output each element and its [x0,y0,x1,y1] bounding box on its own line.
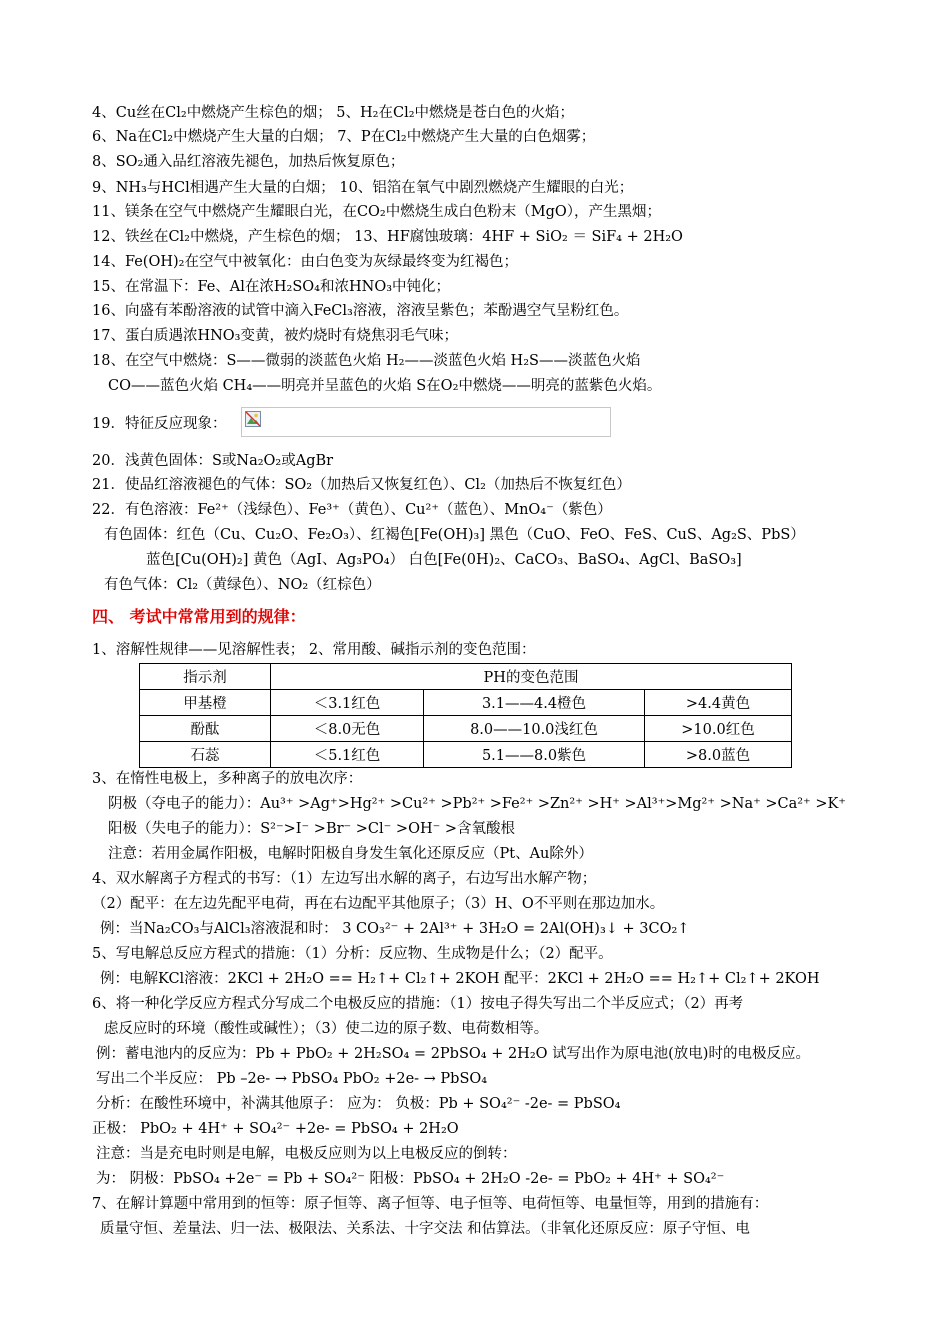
table-header-row [140,664,792,690]
text-line: 15、在常温下：Fe、Al在浓H₂SO₄和浓HNO₃中钝化； [92,279,451,295]
table-cell: 酚酞 [140,716,271,742]
text-line: 21．使品红溶液褪色的气体：SO₂（加热后又恢复红色）、Cl₂（加热后不恢复红色） [92,477,631,493]
table-cell: ＜5.1红色 [271,742,424,768]
text-line: 注意：当是充电时则是电解，电极反应则为以上电极反应的倒转： [96,1146,517,1162]
table-cell: >10.0红色 [645,716,792,742]
text-line: 8、SO₂通入品红溶液先褪色，加热后恢复原色； [92,154,405,170]
table-row [140,690,792,716]
table-cell: ＜3.1红色 [271,690,424,716]
text-line: 为： 阴极：PbSO₄ +2e⁻ = Pb + SO₄²⁻ 阳极：PbSO₄ + 2H₂O -2e- = PbO₂ + 4H⁺ + SO₄²⁻ [96,1171,725,1187]
text-line: 5、写电解总反应方程式的措施：（1）分析：反应物、生成物是什么；（2）配平。 [92,946,613,962]
table-cell: >4.4黄色 [645,690,792,716]
text-line: 4、Cu丝在Cl₂中燃烧产生棕色的烟； 5、H₂在Cl₂中燃烧是苍白色的火焰； [92,105,575,121]
text-line: 阳极（失电子的能力）：S²⁻>I⁻ >Br⁻ >Cl⁻ >OH⁻ >含氧酸根 [108,821,516,837]
text-line: 6、将一种化学反应方程式分写成二个电极反应的措施：（1）按电子得失写出二个半反应式；（2）再考 [92,996,744,1012]
text-line: 阴极（夺电子的能力）：Au³⁺ >Ag⁺>Hg²⁺ >Cu²⁺ >Pb²⁺ >Fe²⁺ >Zn²⁺ >H⁺ >Al³⁺>Mg²⁺ >Na⁺ >Ca²⁺ >K⁺ [108,796,846,812]
text-line: 17、蛋白质遇浓HNO₃变黄，被灼烧时有烧焦羽毛气味； [92,328,458,344]
table-header-cell: 指示剂 [140,664,271,690]
text-line: （2）配平：在左边先配平电荷，再在右边配平其他原子；（3）H、O不平则在那边加水。 [92,896,665,912]
indicator-table [139,663,792,768]
text-line: 质量守恒、差量法、归一法、极限法、关系法、十字交法 和估算法。（非氧化还原反应：原子守恒、电 [100,1221,750,1237]
text-line: 22．有色溶液：Fe²⁺（浅绿色）、Fe³⁺（黄色）、Cu²⁺（蓝色）、MnO₄⁻（紫色） [92,502,612,518]
table-header-cell: PH的变色范围 [271,664,792,690]
table-cell: 8.0——10.0浅红色 [424,716,645,742]
text-line: 写出二个半反应： Pb –2e- → PbSO₄ PbO₂ +2e- → PbSO₄ [96,1071,488,1087]
text-line: 1、溶解性规律——见溶解性表； 2、常用酸、碱指示剂的变色范围： [92,642,536,658]
text-line: 4、双水解离子方程式的书写：（1）左边写出水解的离子，右边写出水解产物； [92,871,597,887]
table-row [140,716,792,742]
text-line: 分析：在酸性环境中，补满其他原子： 应为： 负极：Pb + SO₄²⁻ -2e- = PbSO₄ [96,1096,621,1112]
text-line: 6、Na在Cl₂中燃烧产生大量的白烟； 7、P在Cl₂中燃烧产生大量的白色烟雾； [92,129,596,145]
table-cell: ＜8.0无色 [271,716,424,742]
section-heading: 四、 考试中常常用到的规律： [92,607,306,626]
table-cell: >8.0蓝色 [645,742,792,768]
text-line: 例：当Na₂CO₃与AlCl₃溶液混和时： 3 CO₃²⁻ + 2Al³⁺ + 3H₂O = 2Al(OH)₃↓ + 3CO₂↑ [100,921,690,937]
text-line: 例：电解KCl溶液：2KCl + 2H₂O == H₂↑+ Cl₂↑+ 2KOH 配平：2KCl + 2H₂O == H₂↑+ Cl₂↑+ 2KOH [100,971,820,987]
text-line: 有色气体：Cl₂（黄绿色）、NO₂（红棕色） [104,577,381,593]
broken-image-icon [245,411,261,427]
text-line: 12、铁丝在Cl₂中燃烧，产生棕色的烟； 13、HF腐蚀玻璃：4HF + SiO₂ ＝ SiF₄ + 2H₂O [92,229,683,245]
table-cell: 甲基橙 [140,690,271,716]
text-line: 正极： PbO₂ + 4H⁺ + SO₄²⁻ +2e- = PbSO₄ + 2H₂O [92,1121,459,1137]
text-line: 16、向盛有苯酚溶液的试管中滴入FeCl₃溶液，溶液呈紫色；苯酚遇空气呈粉红色。 [92,303,629,319]
table-row [140,742,792,768]
table-cell: 石蕊 [140,742,271,768]
text-line: 20．浅黄色固体：S或Na₂O₂或AgBr [92,453,334,469]
table-cell: 5.1——8.0紫色 [424,742,645,768]
text-line: 例：蓄电池内的反应为：Pb + PbO₂ + 2H₂SO₄ = 2PbSO₄ + 2H₂O 试写出作为原电池(放电)时的电极反应。 [96,1046,810,1062]
text-line: 3、在惰性电极上，多种离子的放电次序： [92,771,363,787]
text-line: 蓝色[Cu(OH)₂] 黄色（AgI、Ag₃PO₄） 白色[Fe(0H)₂、CaCO₃、BaSO₄、AgCl、BaSO₃] [146,552,742,568]
text-line: 9、NH₃与HCl相遇产生大量的白烟； 10、铝箔在氧气中剧烈燃烧产生耀眼的白光； [92,180,634,196]
table-cell: 3.1——4.4橙色 [424,690,645,716]
text-line: CO——蓝色火焰 CH₄——明亮并呈蓝色的火焰 S在O₂中燃烧——明亮的蓝紫色火焰。 [108,378,662,394]
image-placeholder [241,407,611,437]
text-line: 11、镁条在空气中燃烧产生耀眼白光，在CO₂中燃烧生成白色粉末（MgO），产生黑烟； [92,204,662,220]
text-line: 虑反应时的环境（酸性或碱性）；（3）使二边的原子数、电荷数相等。 [104,1021,549,1037]
text-line: 18、在空气中燃烧：S——微弱的淡蓝色火焰 H₂——淡蓝色火焰 H₂S——淡蓝色火焰 [92,353,641,369]
text-line: 7、在解计算题中常用到的恒等：原子恒等、离子恒等、电子恒等、电荷恒等、电量恒等，用到的措施有： [92,1196,769,1212]
text-line: 有色固体：红色（Cu、Cu₂O、Fe₂O₃）、红褐色[Fe(OH)₃] 黑色（CuO、FeO、FeS、CuS、Ag₂S、PbS） [104,527,805,543]
text-line: 14、Fe(OH)₂在空气中被氧化：由白色变为灰绿最终变为红褐色； [92,254,518,270]
text-line: 注意：若用金属作阳极，电解时阳极自身发生氧化还原反应（Pt、Au除外） [108,846,593,862]
text-line: 19．特征反应现象： [92,416,227,432]
